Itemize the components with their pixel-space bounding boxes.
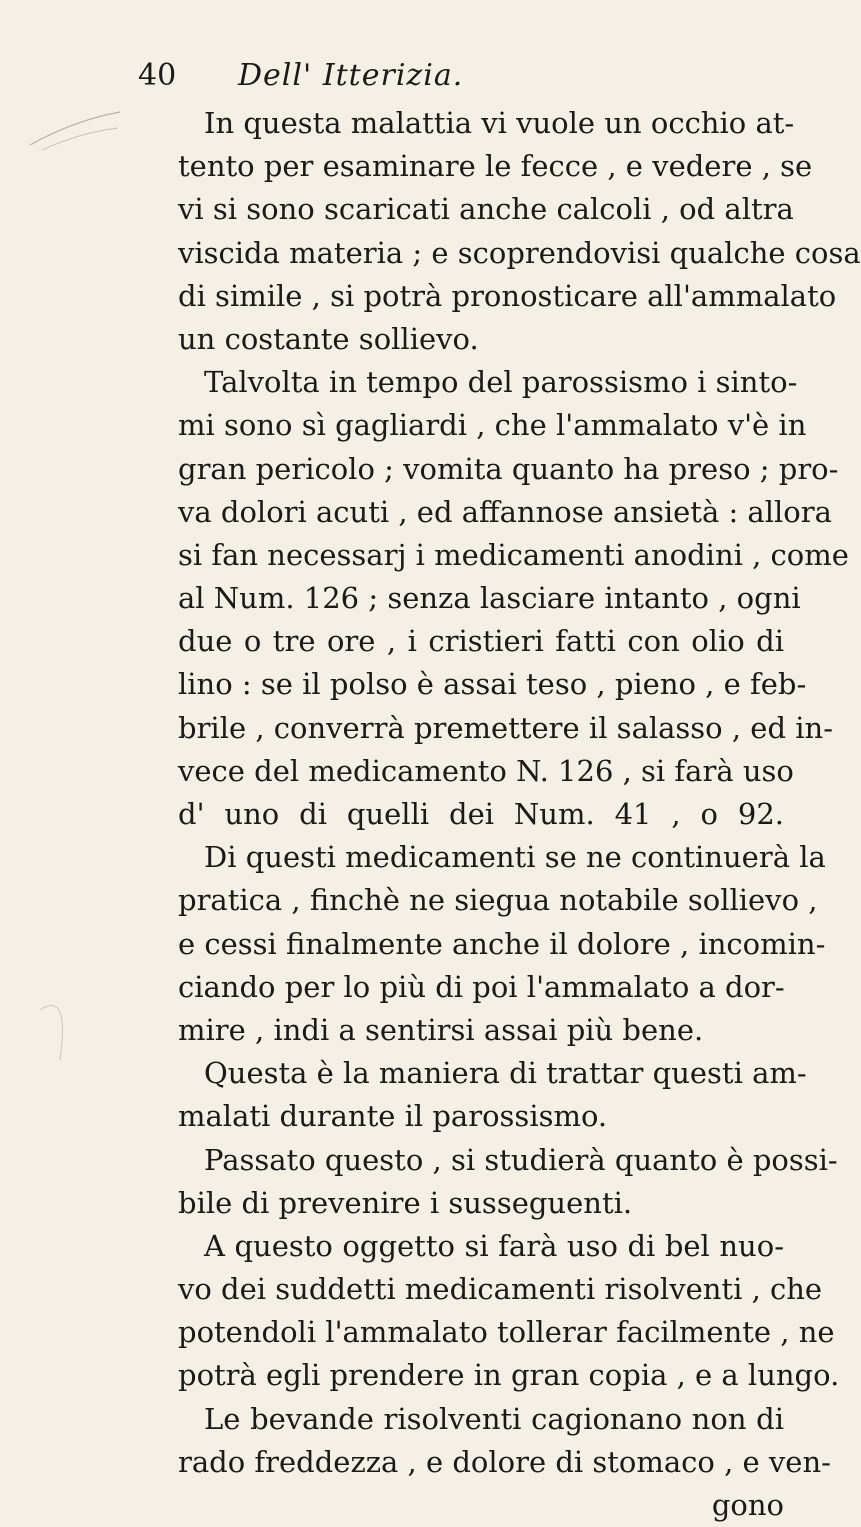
text-line: due o tre ore , i cristieri fatti con olio di <box>178 624 784 659</box>
text-line: rado freddezza , e dolore di stomaco , e ven- <box>178 1444 831 1479</box>
text-line: Le bevande risolventi cagionano non di <box>204 1401 784 1436</box>
text-line: va dolori acuti , ed affannose ansietà : allora <box>178 494 832 529</box>
text-line: ciando per lo più di poi l'ammalato a dor- <box>178 969 785 1004</box>
text-line: malati durante il parossismo. <box>178 1099 608 1134</box>
text-line: di simile , si potrà pronosticare all'ammalato <box>178 278 837 313</box>
page-number: 40 <box>138 58 177 93</box>
text-line: In questa malattia vi vuole un occhio at- <box>204 106 795 140</box>
text-line: Di questi medicamenti se ne continuerà la <box>204 840 826 875</box>
text-line: bile di prevenire i susseguenti. <box>178 1185 633 1220</box>
text-line: lino : se il polso è assai teso , pieno , e feb- <box>178 667 807 702</box>
page-header <box>138 58 778 98</box>
text-line: tento per esaminare le fecce , e vedere , se <box>178 149 813 184</box>
running-title: Dell' Itterizia. <box>238 58 464 93</box>
text-line: potendoli l'ammalato tollerar facilmente , ne <box>178 1315 835 1350</box>
text-line: si fan necessarj i medicamenti anodini , come <box>178 537 849 572</box>
text-line: un costante sollievo. <box>178 321 479 356</box>
text-line: Questa è la maniera di trattar questi am- <box>204 1056 807 1091</box>
text-line: viscida materia ; e scoprendovisi qualche cosa <box>178 235 861 270</box>
text-line: vi si sono scaricati anche calcoli , od altra <box>178 192 794 227</box>
text-line: Passato questo , si studierà quanto è possi- <box>204 1142 838 1177</box>
text-line: mire , indi a sentirsi assai più bene. <box>178 1012 704 1047</box>
catchword: gono <box>711 1488 784 1522</box>
text-line: mi sono sì gagliardi , che l'ammalato v'è in <box>178 408 807 443</box>
text-line: A questo oggetto si farà uso di bel nuo- <box>204 1228 784 1263</box>
text-line: al Num. 126 ; senza lasciare intanto , ogni <box>178 581 801 616</box>
text-line: vece del medicamento N. 126 , si farà uso <box>178 753 794 788</box>
text-line: vo dei suddetti medicamenti risolventi , che <box>178 1272 823 1307</box>
text-line: Talvolta in tempo del parossismo i sinto- <box>204 365 798 400</box>
text-line: potrà egli prendere in gran copia , e a lungo. <box>178 1358 840 1393</box>
text-line: pratica , finchè ne siegua notabile sollievo , <box>178 883 818 918</box>
text-line: d' uno di quelli dei Num. 41 , o 92. <box>178 797 784 831</box>
body-text <box>178 102 861 1527</box>
text-line: gran pericolo ; vomita quanto ha preso ; pro- <box>178 451 839 486</box>
text-line: e cessi finalmente anche il dolore , incomin- <box>178 926 826 961</box>
text-line: brile , converrà premettere il salasso , ed in- <box>178 710 833 745</box>
